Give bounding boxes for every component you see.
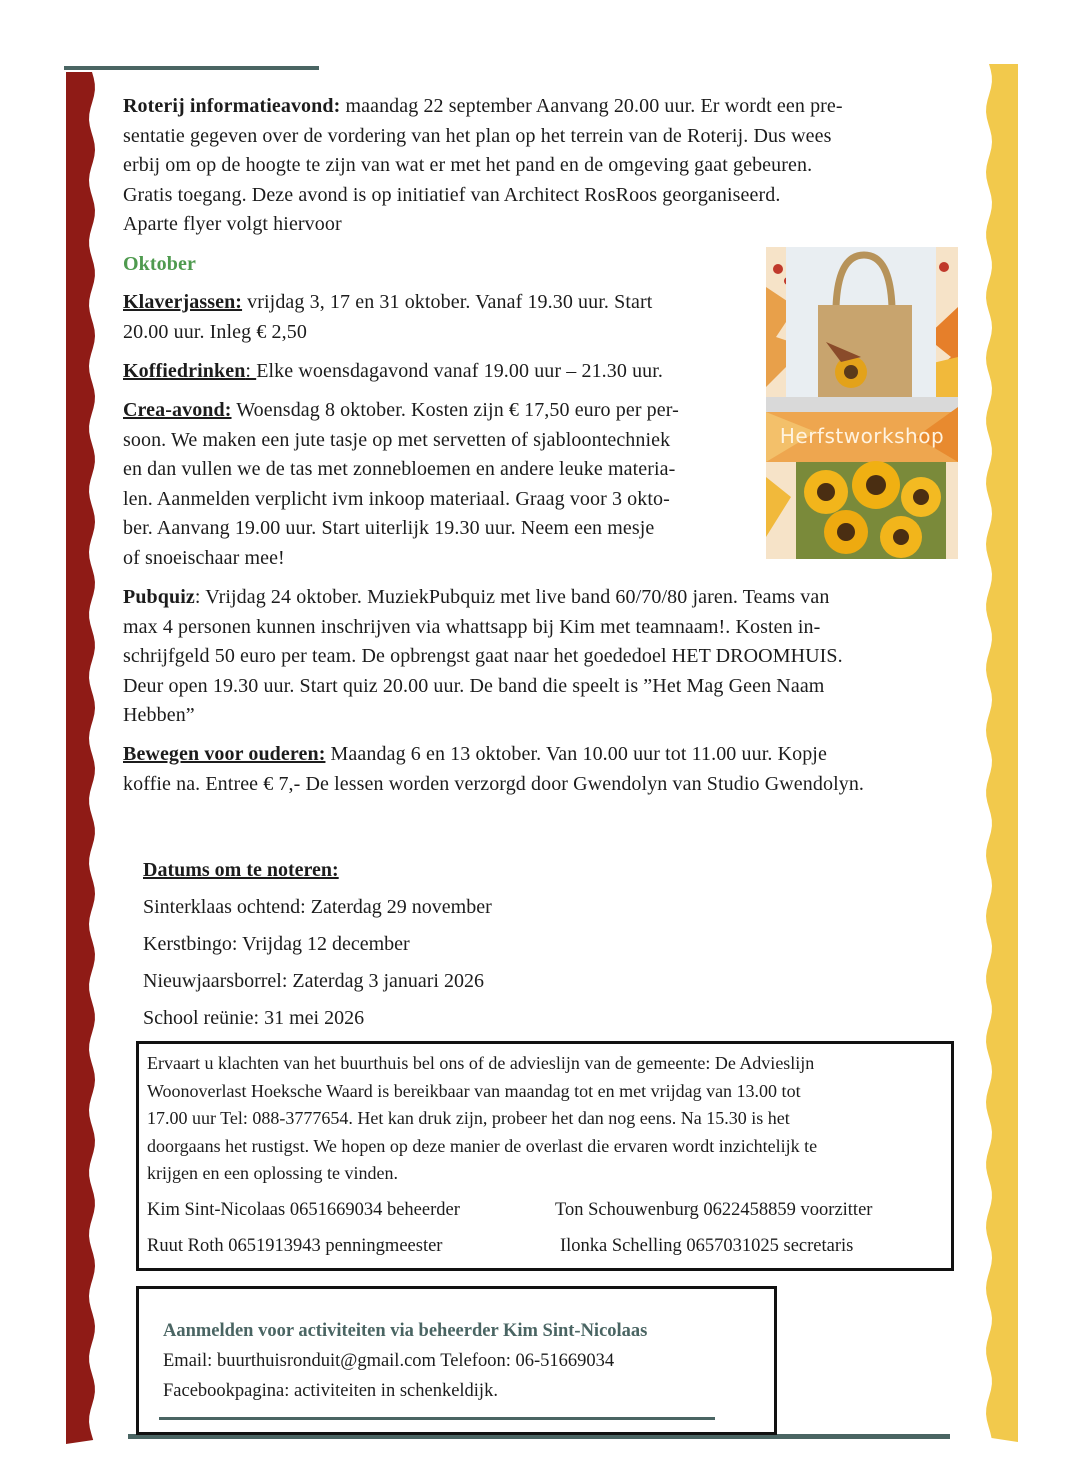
roterij-line: Gratis toegang. Deze avond is op initiatief van Architect RosRoos georganiseerd. [123,183,781,206]
roterij-line: erbij om op de hoogte te zijn van wat er met het pand en de omgeving gaat gebeuren. [123,154,813,176]
crea-title: Crea-avond: [123,399,232,421]
complaints-line: doorgaans het rustigst. We hopen op deze manier de overlast die ervaren wordt inzichtelijk te [147,1135,818,1156]
crea-line: of snoeischaar mee! [123,546,285,569]
pubquiz-title: Pubquiz [123,586,195,608]
klaverjassen-section [123,288,753,347]
complaints-line: Woonoverlast Hoeksche Waard is bereikbaar van maandag tot en met vrijdag van 13.00 tot [147,1080,801,1101]
signup-email: Email: buurthuisronduit@gmail.com Telefoon: 06-51669034 [163,1351,615,1371]
bewegen-section [123,740,973,799]
complaints-line: Ervaart u klachten van het buurthuis bel ons of de advieslijn van de gemeente: De Advieslijn [147,1053,815,1073]
dates-section [143,852,492,1037]
complaints-line: 17.00 uur Tel: 088-3777654. Het kan druk zijn, probeer het dan nog eens. Na 15.30 is het [147,1108,790,1129]
pubquiz-section [123,583,963,731]
signup-heading: Aanmelden voor activiteiten via beheerder Kim Sint-Nicolaas [163,1321,648,1341]
date-item: Sinterklaas ochtend: Zaterdag 29 november [143,896,492,918]
koffie-title: Koffiedrinken [123,360,246,382]
right-decorative-bar [984,64,1018,1442]
herfstworkshop-photo [766,247,958,559]
roterij-line: sentatie gegeven over de vordering van het plan op het terrein van de Roterij. Dus wees [123,124,832,147]
crea-line: Woensdag 8 oktober. Kosten zijn € 17,50 euro per per- [231,399,679,421]
date-item: School reünie: 31 mei 2026 [143,1007,365,1029]
date-item: Nieuwjaarsborrel: Zaterdag 3 januari 2026 [143,970,484,992]
photo-label: Herfstworkshop [779,424,945,448]
pubquiz-line: Hebben” [123,704,195,726]
left-decorative-bar [66,72,96,1444]
crea-section [123,396,763,573]
contact-entry: Ton Schouwenburg 0622458859 voorzitter [555,1200,873,1220]
pubquiz-line: max 4 personen kunnen inschrijven via whattsapp bij Kim met teamnaam!. Kosten in- [123,615,821,638]
contact-entry: Ruut Roth 0651913943 penningmeester [147,1236,443,1256]
roterij-line: maandag 22 september Aanvang 20.00 uur. Er wordt een pre- [340,95,843,117]
roterij-line: Aparte flyer volgt hiervoor [123,213,342,235]
complaints-box [136,1041,954,1271]
koffie-text: Elke woensdagavond vanaf 19.00 uur – 21.30 uur. [256,360,664,382]
month-heading: Oktober [123,253,196,275]
klaverjassen-line: vrijdag 3, 17 en 31 oktober. Vanaf 19.30 uur. Start [242,291,653,313]
bewegen-line: Maandag 6 en 13 oktober. Van 10.00 uur tot 11.00 uur. Kopje [325,743,827,765]
crea-line: ber. Aanvang 19.00 uur. Start uiterlijk 19.30 uur. Neem een mesje [123,517,655,539]
complaints-line: krijgen en een oplossing te vinden. [147,1163,398,1184]
bewegen-line: koffie na. Entree € 7,- De lessen worden verzorgd door Gwendolyn van Studio Gwendolyn. [123,772,865,795]
pubquiz-line: schrijfgeld 50 euro per team. De opbrengst gaat naar het goededoel HET DROOMHUIS. [123,645,843,667]
crea-line: en dan vullen we de tas met zonnebloemen en andere leuke materia- [123,458,676,480]
pubquiz-line: Deur open 19.30 uur. Start quiz 20.00 uur. De band die speelt is ”Het Mag Geen Naam [123,674,825,697]
klaverjassen-title: Klaverjassen: [123,291,243,313]
bewegen-title: Bewegen voor ouderen: [123,743,326,765]
pubquiz-line: : Vrijdag 24 oktober. MuziekPubquiz met live band 60/70/80 jaren. Teams van [194,586,830,608]
contact-entry: Ilonka Schelling 0657031025 secretaris [560,1236,854,1256]
koffie-section [123,357,763,387]
contact-entry: Kim Sint-Nicolaas 0651669034 beheerder [147,1200,460,1220]
date-item: Kerstbingo: Vrijdag 12 december [143,933,410,955]
signup-facebook: Facebookpagina: activiteiten in schenkeldijk. [163,1381,498,1401]
crea-line: soon. We maken een jute tasje op met servetten of sjabloontechniek [123,428,671,451]
signup-box [136,1286,777,1435]
dates-heading: Datums om te noteren: [143,859,339,881]
klaverjassen-line: 20.00 uur. Inleg € 2,50 [123,320,307,343]
crea-line: len. Aanmelden verplicht ivm inkoop materiaal. Graag voor 3 okto- [123,487,670,510]
roterij-title: Roterij informatieavond: [123,95,341,117]
photo-illustration [766,247,958,559]
roterij-section [123,92,953,240]
koffie-sep: : [245,360,257,382]
signup-rule [159,1417,715,1420]
top-rule [64,66,319,70]
